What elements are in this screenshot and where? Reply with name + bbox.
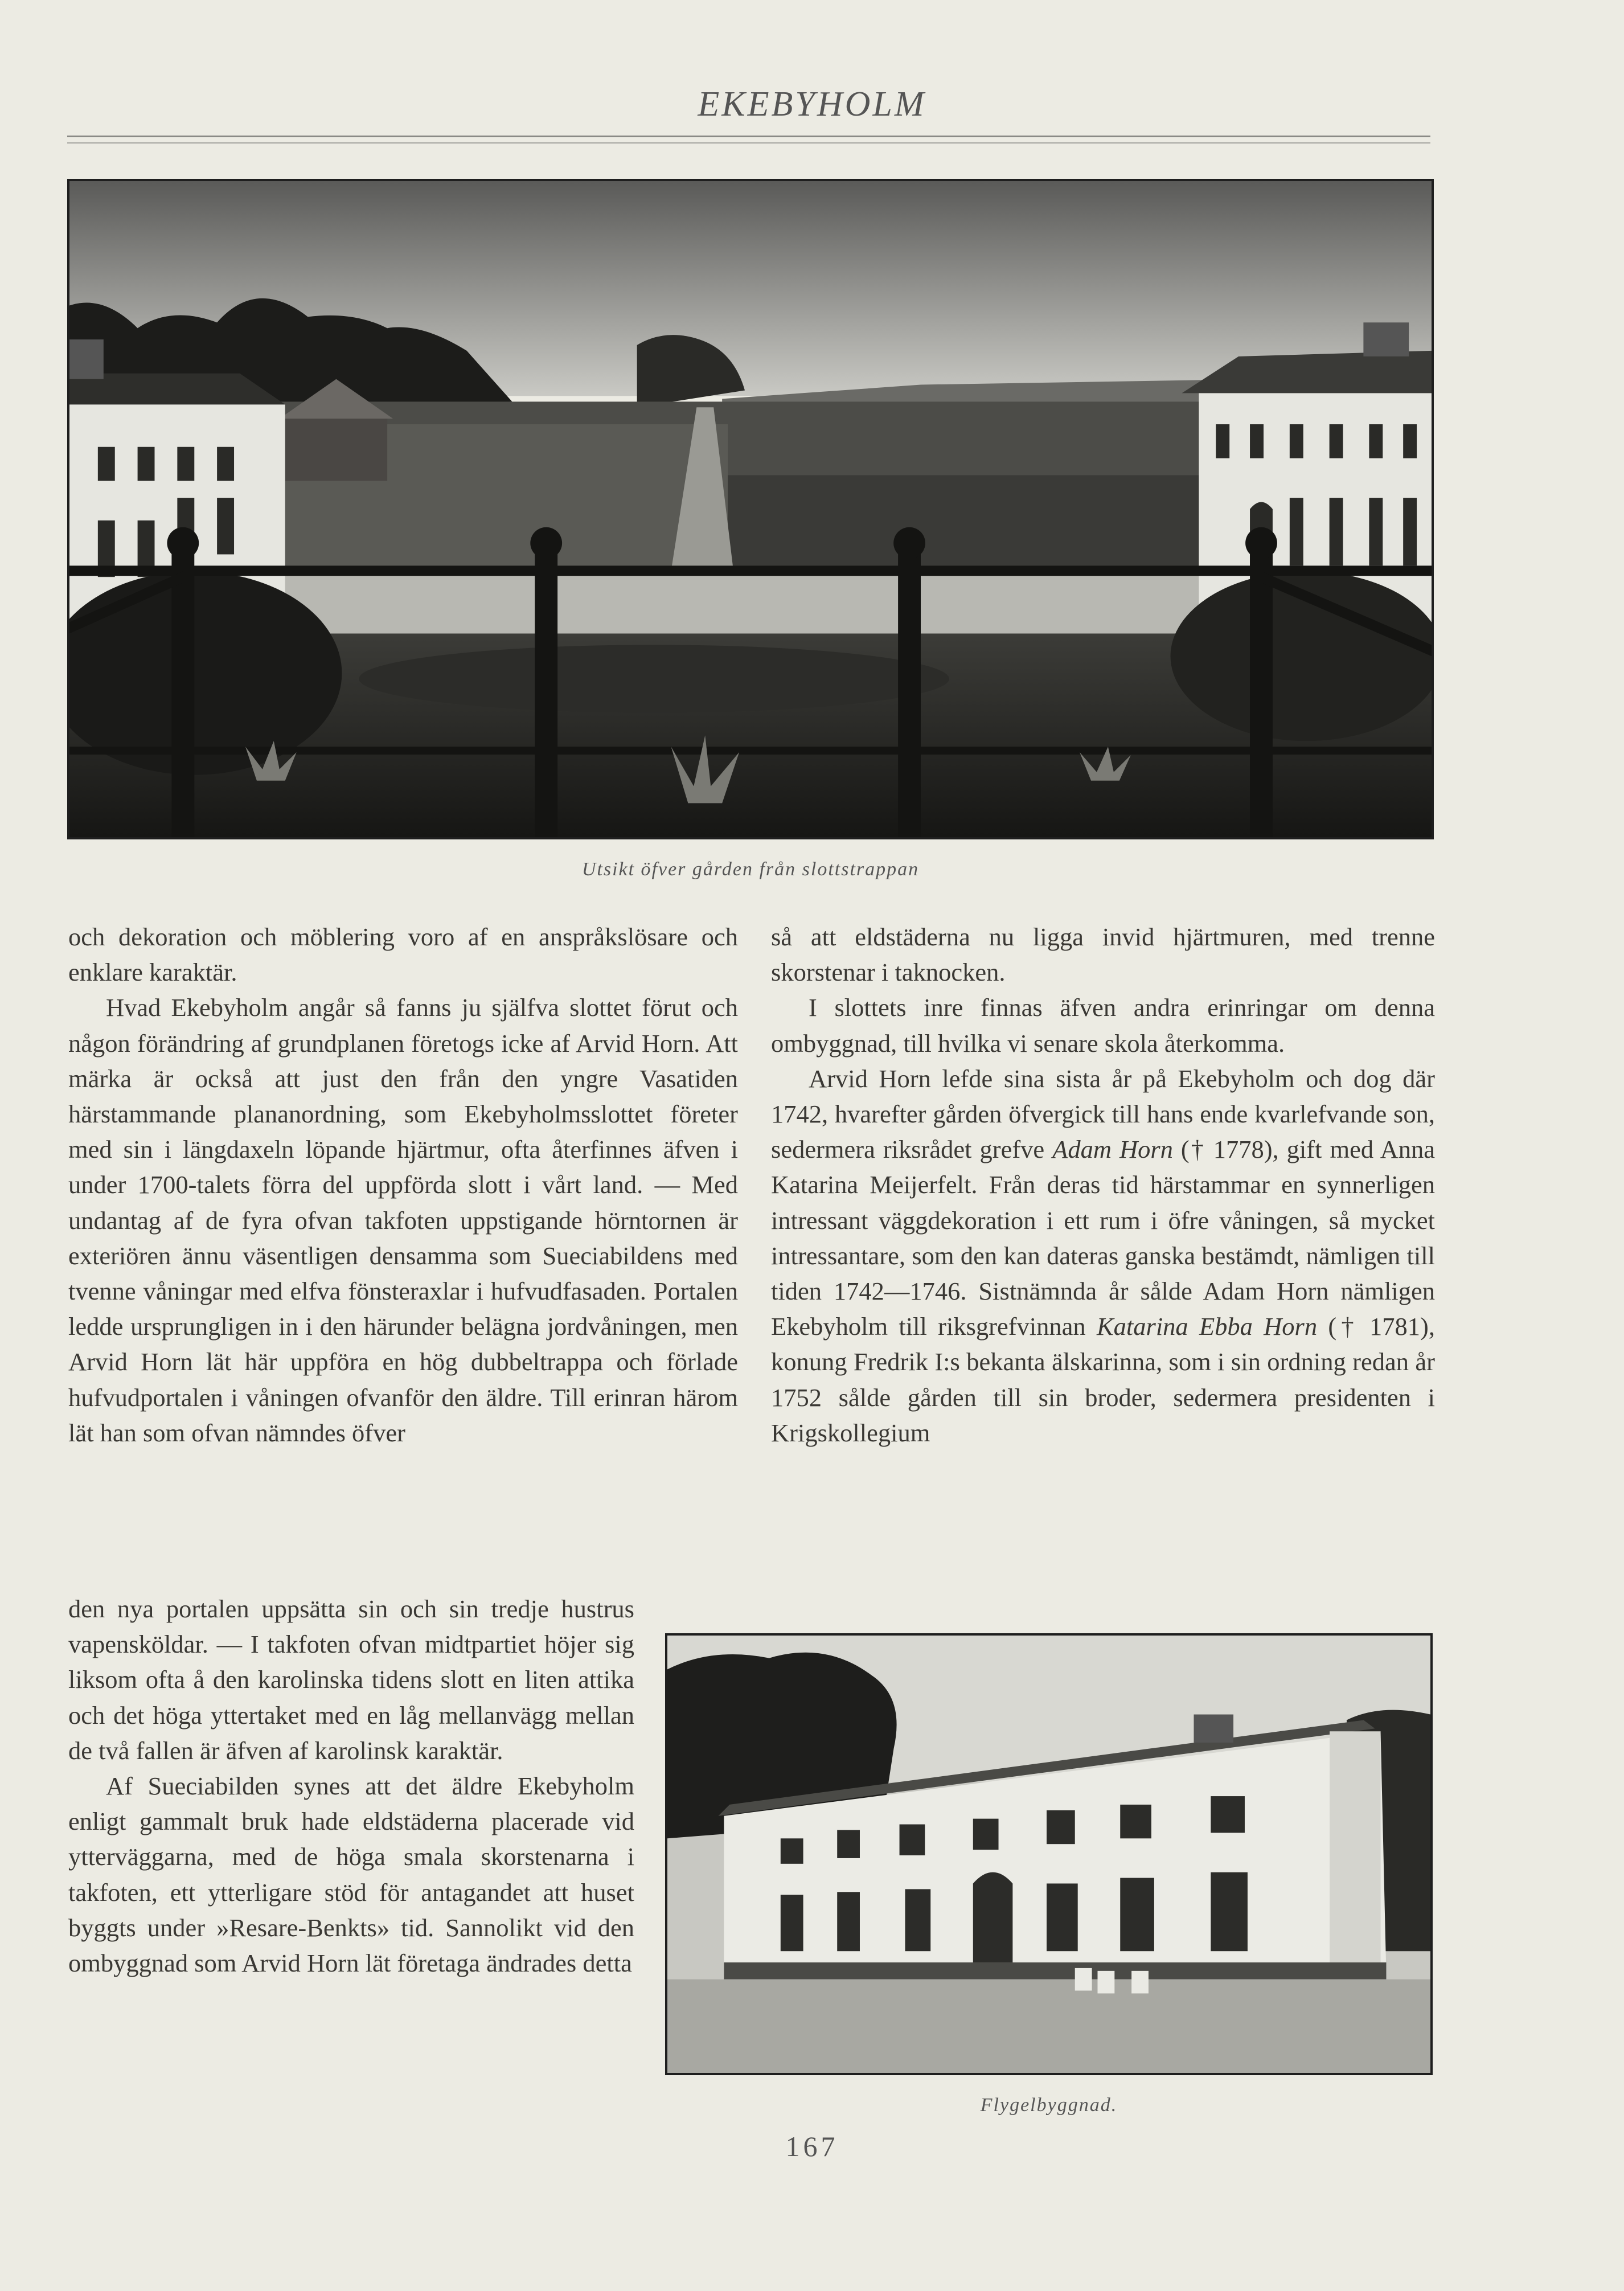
header-rule-secondary	[67, 142, 1430, 144]
person-name: Adam Horn	[1052, 1135, 1173, 1164]
text-run: Arvid Horn lefde sina sista år på Ekebyholm och dog där 1742, hvarefter gården öfvergick till hans ende kvarlefvande son, sedermera riksrådet grefve	[771, 1064, 1435, 1164]
text-run: († 1781), konung Fredrik I:s bekanta älskarinna, som i sin ordning redan år 1752 sålde gården till sin broder, sedermera presidenten i Krigskollegium	[771, 1312, 1435, 1447]
page-number: 167	[785, 2130, 839, 2162]
paragraph: så att eldstäderna nu ligga invid hjärtmuren, med trenne skorstenar i taknocken.	[771, 923, 1435, 987]
paragraph: I slottets inre finnas äfven andra erinringar om denna ombyggnad, till hvilka vi senare skola återkomma.	[771, 993, 1435, 1058]
courtyard-view-photo	[67, 179, 1434, 839]
figure-caption-bottom: Flygelbyggnad.	[980, 2095, 1118, 2116]
paragraph	[771, 1061, 1435, 1450]
paragraph: Af Sueciabilden synes att det äldre Ekebyholm enligt gammalt bruk hade eldstäderna placerade vid ytterväggarna, med de höga smala skorstenarna i takfoten, ett ytterligare stöd för antagandet att huset byggts under »Resare-Benkts» tid. Sannolikt vid den ombyggnad som Arvid Horn lät företaga ändrades detta	[68, 1772, 634, 1978]
text-column-left-lower	[68, 1591, 634, 1981]
text-column-right	[771, 919, 1435, 1450]
person-name: Katarina Ebba Horn	[1096, 1312, 1318, 1341]
paragraph: den nya portalen uppsätta sin och sin tredje hustrus vapensköldar. — I takfoten ofvan midtpartiet höjer sig liksom ofta å den karolinska tidens slott en liten attika och det höga yttertaket med en låg mellanvägg mellan de två fallen är äfven af karolinsk karaktär.	[68, 1595, 634, 1765]
text-column-left	[68, 919, 738, 1450]
running-title: EKEBYHOLM	[698, 85, 926, 124]
wing-building-photo	[665, 1633, 1433, 2075]
text-run: († 1778), gift med Anna Katarina Meijerfelt. Från deras tid härstammar en synnerligen intressant väggdekoration i ett rum i öfre våningen, så mycket intressantare, som den kan dateras ganska bestämdt, nämligen till tiden 1742—1746. Sistnämnda år sålde Adam Horn nämligen Ekebyholm till riksgrefvinnan	[771, 1135, 1435, 1341]
paragraph: och dekoration och möblering voro af en anspråkslösare och enklare karaktär.	[68, 923, 738, 987]
figure-caption-top: Utsikt öfver gården från slottstrappan	[581, 859, 920, 880]
header-rule	[67, 136, 1430, 137]
paragraph: Hvad Ekebyholm angår så fanns ju själfva slottet förut och någon förändring af grundplanen företogs icke af Arvid Horn. Att märka är också att just den från den yngre Vasatiden härstammande plananordning, som Ekebyholmsslottet företer med sin i längdaxeln löpande hjärtmur, ofta återfinnes äfven i under 1700-talets förra del uppförda slott i vårt land. — Med undantag af de fyra ofvan takfoten uppstigande hörntornen är exteriören ännu väsentligen densamma som Sueciabildens med tvenne våningar med elfva fönsteraxlar i hufvudfasaden. Portalen ledde ursprungligen in i den härunder belägna jordvåningen, men Arvid Horn lät här uppföra en hög dubbeltrappa och förlade hufvudportalen i våningen ofvanför den äldre. Till erinran härom lät han som ofvan nämndes öfver	[68, 993, 738, 1447]
